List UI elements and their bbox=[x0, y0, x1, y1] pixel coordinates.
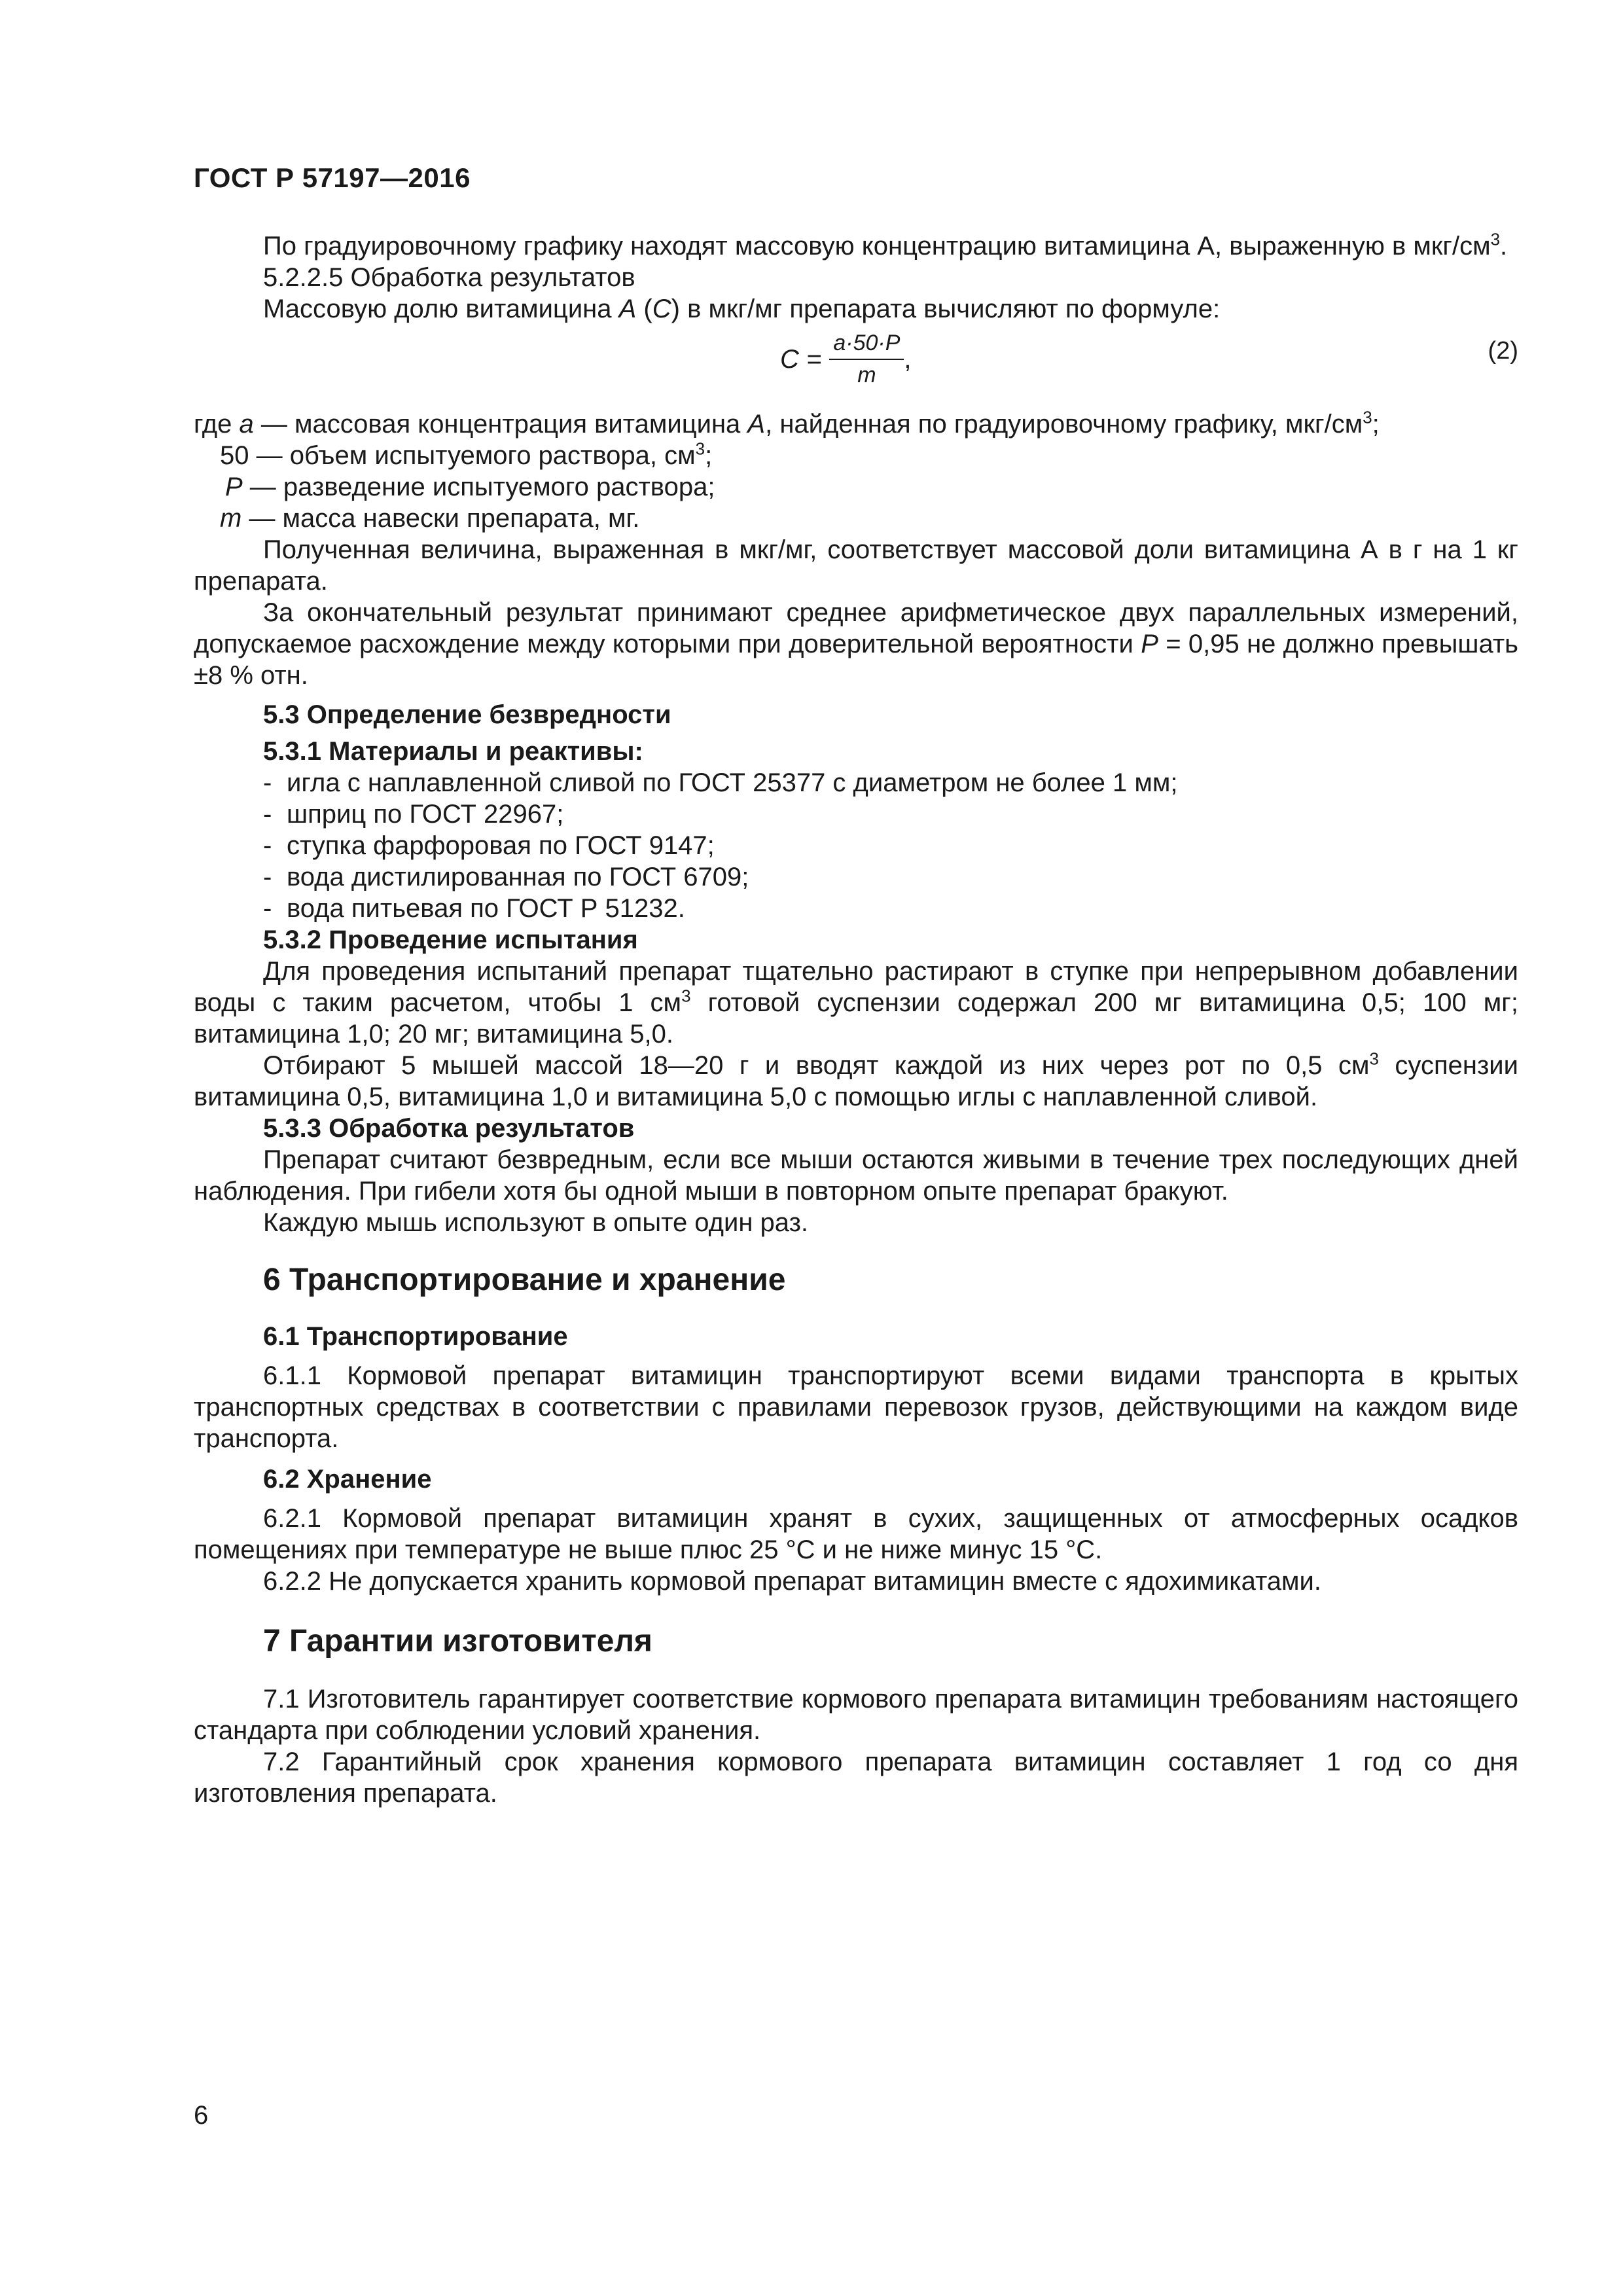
section-5-3-2-title: 5.3.2 Проведение испытания bbox=[263, 925, 638, 954]
list-item: - шприц по ГОСТ 22967; bbox=[263, 800, 564, 829]
formula-denominator: m bbox=[857, 363, 876, 387]
paragraph-7-1: 7.1 Изготовитель гарантирует соответствие кормового препарата витамицин требованиям настоящего стандарта при соблюдении условий хранения. bbox=[194, 1685, 1518, 1745]
formula-block bbox=[194, 327, 1518, 404]
paragraph-6-2-1: 6.2.1 Кормовой препарат витамицин хранят в сухих, защищенных от атмосферных осадков помещениях при температуре не выше плюс 25 °С и не ниже минус 15 °С. bbox=[194, 1504, 1518, 1564]
paragraph-mice-selection: Отбирают 5 мышей массой 18—20 г и вводят каждой из них через рот по 0,5 $см^3$ суспензии витамицина 0,5, витамицина 1,0 и витамицина 5,0 с помощью иглы с наплавленной сливой. bbox=[194, 1049, 1518, 1111]
list-item: - вода дистилированная по ГОСТ 6709; bbox=[263, 863, 749, 891]
formula-lhs: C = bbox=[780, 345, 822, 374]
formula bbox=[780, 329, 912, 390]
section-5-2-2-5-title: 5.2.2.5 Обработка результатов bbox=[263, 263, 635, 292]
paragraph-6-2-2: 6.2.2 Не допускается хранить кормовой препарат витамицин вместе с ядохимикатами. bbox=[263, 1567, 1322, 1596]
list-item: - ступка фарфоровая по ГОСТ 9147; bbox=[263, 831, 715, 860]
list-item: - игла с наплавленной сливой по ГОСТ 25377 с диаметром не более 1 мм; bbox=[263, 768, 1178, 797]
formula-fraction bbox=[829, 329, 904, 390]
where-item-dilution: P — разведение испытуемого раствора; bbox=[225, 473, 715, 501]
where-item-mass: m — масса навески препарата, мг. bbox=[220, 504, 640, 533]
section-6-title: 6 Транспортирование и хранение bbox=[263, 1263, 786, 1297]
paragraph-harmless-criteria: Препарат считают безвредным, если все мыши остаются живыми в течение трех последующих дней наблюдения. При гибели хотя бы одной мыши в повторном опыте препарат бракуют. bbox=[194, 1145, 1518, 1206]
paragraph-7-2: 7.2 Гарантийный срок хранения кормового препарата витамицин составляет 1 год со дня изготовления препарата. bbox=[194, 1748, 1518, 1808]
section-6-1-title: 6.1 Транспортирование bbox=[263, 1322, 568, 1351]
where-item-volume: 50 — объем испытуемого раствора, $см^3$; bbox=[220, 439, 713, 470]
where-line: где a — массовая концентрация витамицина А, найденная по градуировочному графику, мкг/$см^3$; bbox=[194, 407, 1380, 439]
formula-numerator: a·50·P bbox=[829, 329, 904, 360]
page-number: 6 bbox=[194, 2101, 209, 2130]
paragraph-mouse-usage: Каждую мышь используют в опыте один раз. bbox=[263, 1208, 809, 1237]
materials-list bbox=[194, 767, 1518, 924]
paragraph-calibration: По градуировочному графику находят массовую концентрацию витамицина А, выраженную в мкг/$см^3$. bbox=[263, 229, 1508, 260]
section-7-title: 7 Гарантии изготовителя bbox=[263, 1624, 652, 1659]
section-6-2-title: 6.2 Хранение bbox=[263, 1465, 432, 1494]
section-5-3-3-title: 5.3.3 Обработка результатов bbox=[263, 1114, 635, 1143]
document-header: ГОСТ Р 57197—2016 bbox=[194, 162, 471, 193]
formula-comma: , bbox=[904, 345, 912, 374]
paragraph-result-value: Полученная величина, выраженная в мкг/мг, соответствует массовой доли витамицина А в г на 1 кг препарата. bbox=[194, 535, 1518, 596]
section-5-3-1-title: 5.3.1 Материалы и реактивы: bbox=[263, 737, 643, 766]
document-body bbox=[194, 230, 1518, 1809]
formula-number: (2) bbox=[1488, 337, 1518, 365]
paragraph-formula-intro: Массовую долю витамицина А (С) в мкг/мг препарата вычисляют по формуле: bbox=[263, 295, 1221, 323]
paragraph-test-preparation: Для проведения испытаний препарат тщательно растирают в ступке при непрерывном добавлении воды с таким расчетом, чтобы 1 $см^3$ готовой суспензии содержал 200 мг витамицина 0,5; 100 мг; витамицина 1,0; 20 мг; витамицина 5,0. bbox=[194, 957, 1518, 1049]
paragraph-final-result: За окончательный результат принимают среднее арифметическое двух параллельных измерений, допускаемое расхождение между которыми при доверительной вероятности Р = 0,95 не должно превышать ±8 % отн. bbox=[194, 598, 1519, 690]
paragraph-6-1-1: 6.1.1 Кормовой препарат витамицин транспортируют всеми видами транспорта в крытых транспортных средствах в соответствии с правилами перевозок грузов, действующими на каждом виде транспорта. bbox=[194, 1361, 1518, 1453]
list-item: - вода питьевая по ГОСТ Р 51232. bbox=[263, 894, 685, 923]
section-5-3-title: 5.3 Определение безвредности bbox=[263, 700, 671, 729]
